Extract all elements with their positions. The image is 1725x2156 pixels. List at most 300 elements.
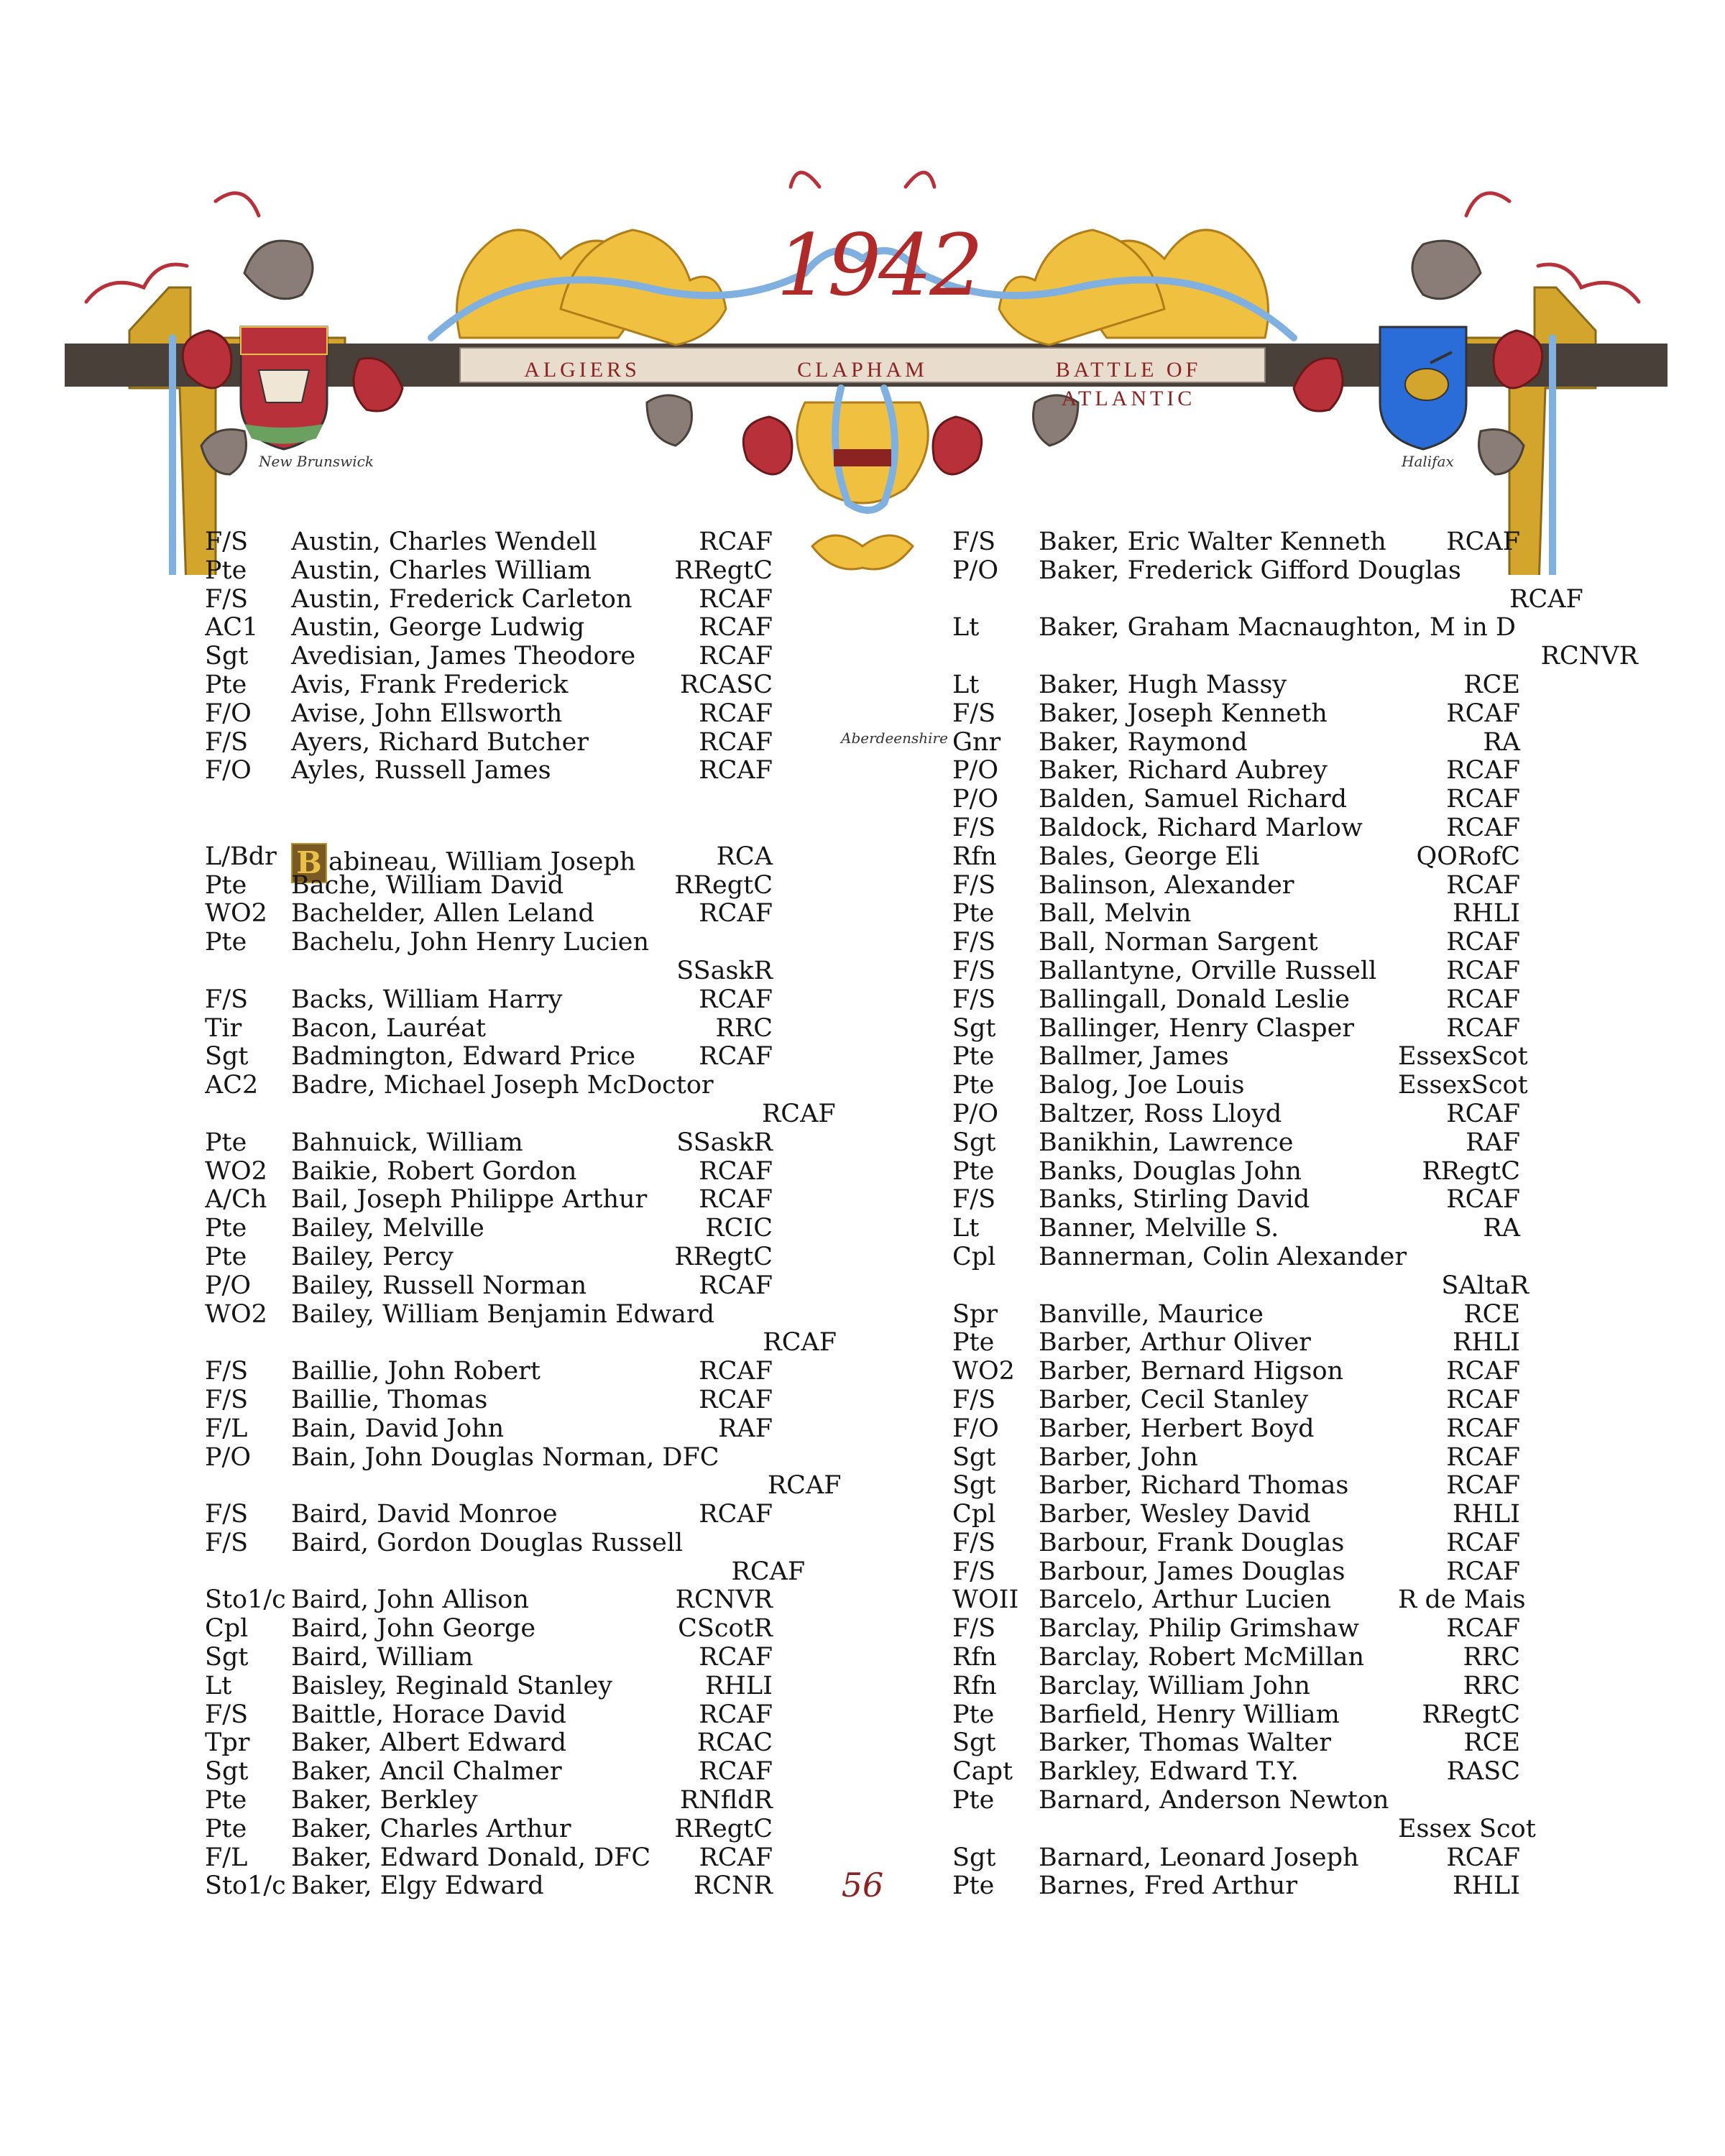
entry-name: Baker, Graham Macnaughton, M in D [1039,613,1516,642]
roll-entry [205,1644,773,1672]
entry-unit: RCAF [699,727,773,757]
roll-entry [952,1558,1520,1587]
entry-name: Barber, Wesley David [1039,1500,1311,1529]
entry-unit: RAF [1466,1128,1520,1157]
roll-entry [205,1215,773,1243]
roll-entry [205,1358,773,1386]
entry-rank: Spr [952,1300,998,1329]
entry-unit: RCAF [761,1099,836,1128]
entry-unit: RCAF [1446,1843,1520,1872]
entry-unit: RCNVR [675,1585,773,1615]
entry-rank: Lt [952,671,980,699]
entry-name: Barclay, Robert McMillan [1039,1643,1365,1672]
roll-entry [205,1672,773,1701]
entry-rank: Pte [952,1329,995,1358]
entry-name: Bain, John Douglas Norman, DFC [291,1442,719,1472]
entry-rank: Pte [952,1787,995,1815]
entry-unit: RCAF [1446,985,1520,1014]
entry-rank: Rfn [952,1644,997,1672]
entry-rank: P/O [952,786,999,814]
entry-rank: Sgt [205,1644,249,1672]
roll-entry [205,1386,773,1415]
entry-rank: F/S [952,1386,996,1414]
entry-unit: RCAF [699,642,773,671]
roll-entry [952,1015,1520,1044]
entry-name: Barnard, Leonard Joseph [1039,1843,1359,1872]
entry-name: Austin, Charles Wendell [291,528,597,556]
roll-entry [205,1243,773,1272]
roll-entry [205,1787,773,1815]
entry-name: Baird, John Allison [291,1585,529,1615]
entry-unit: RRegtC [1422,1156,1520,1186]
entry-rank: P/O [205,1443,252,1472]
entry-unit: RCNR [693,1871,773,1901]
entry-unit: RCAF [731,1557,806,1586]
entry-unit: RCAF [699,1843,773,1872]
entry-unit: RHLI [1453,899,1520,929]
entry-rank: Pte [205,671,247,699]
entry-name: Baker, Frederick Gifford Douglas [1039,556,1461,585]
entry-name: Austin, Charles William [291,556,592,585]
section-gap [205,786,773,843]
entry-name: Badmington, Edward Price [291,1042,636,1072]
entry-rank: Cpl [205,1615,249,1644]
entry-unit: RASC [1446,1757,1520,1787]
entry-rank: Tir [205,1014,242,1043]
entry-name: Ball, Norman Sargent [1039,928,1318,957]
entry-name: Ball, Melvin [1039,899,1192,929]
entry-rank: Pte [205,1815,247,1843]
entry-unit: Essex Scot [1398,1814,1536,1843]
entry-unit: RCAF [699,756,773,786]
roll-entry [952,1386,1520,1415]
roll-entry [952,1186,1520,1215]
entry-unit: RHLI [705,1671,773,1700]
roll-entry [952,1501,1520,1529]
entry-name: Barber, Arthur Oliver [1039,1328,1311,1358]
entry-unit: QORofC [1416,842,1520,871]
entry-rank: F/S [205,1358,249,1386]
entry-unit: RCAF [699,699,773,728]
entry-unit: RCAF [1446,1557,1520,1586]
entry-name: Barber, John [1039,1442,1198,1472]
entry-unit: RCA [716,842,773,871]
entry-name: Avis, Frank Frederick [291,670,569,699]
entry-unit: RCAF [1446,956,1520,985]
entry-rank: Sgt [952,1128,996,1157]
entry-name: Barbour, James Douglas [1039,1557,1346,1586]
entry-name: Barber, Richard Thomas [1039,1471,1349,1501]
entry-name: Baker, Hugh Massy [1039,670,1287,699]
entry-name: Bain, David John [291,1414,505,1443]
roll-entry [205,1586,773,1615]
entry-rank: F/S [205,985,249,1014]
roll-entry [952,1758,1520,1787]
entry-rank: F/S [952,871,996,900]
entry-name: Balog, Joe Louis [1039,1071,1245,1100]
entry-unit: RCNVR [1540,642,1638,671]
roll-entry [952,1071,1528,1100]
entry-rank: Pte [205,871,247,900]
entry-name: Baldock, Richard Marlow [1039,813,1363,842]
roll-entry [952,1444,1520,1473]
entry-name: Ballinger, Henry Clasper [1039,1013,1355,1043]
roll-entry [205,1701,773,1730]
entry-name: Bailey, Percy [291,1242,454,1271]
roll-entry [205,700,773,729]
roll-entry [952,671,1520,700]
entry-rank: Rfn [952,1672,997,1700]
center-shield-caption: Aberdeenshire [841,729,948,747]
roll-entry [952,986,1520,1015]
roll-entry [205,1415,773,1444]
roll-entry [952,1585,1526,1615]
roll-entry [205,1615,773,1644]
entry-rank: Pte [952,900,995,929]
entry-name: Banner, Melville S. [1039,1214,1279,1243]
roll-entry [205,528,773,557]
entry-unit: RCAF [1446,1357,1520,1386]
entry-name: Banville, Maurice [1039,1299,1264,1329]
right-shield-caption: Halifax [1402,453,1454,470]
entry-unit: RCAF [699,584,773,614]
entry-rank: Pte [205,556,247,585]
roll-entry [205,729,773,757]
entry-rank: Pte [205,1215,247,1243]
entry-name: Baikie, Robert Gordon [291,1156,577,1186]
entry-name: Bailey, Melville [291,1214,484,1243]
roll-entry [205,1528,806,1587]
entry-unit: RCAF [1446,1013,1520,1043]
roll-entry [952,1672,1520,1701]
entry-unit: RCAF [1509,584,1583,614]
entry-unit: RCAF [1446,1442,1520,1472]
roll-entry [952,1615,1520,1644]
roll-entry [952,1042,1528,1072]
entry-unit: RCAF [763,1328,837,1358]
entry-name: Bannerman, Colin Alexander [1039,1242,1407,1271]
entry-rank: Pte [205,1128,247,1157]
entry-rank: Pte [205,929,247,957]
entry-name: Baird, John George [291,1614,536,1644]
entry-name: Ayles, Russell James [291,756,551,786]
entry-rank: Pte [952,1157,995,1186]
entry-name: Baker, Berkley [291,1786,478,1815]
entry-unit: RCAF [699,1700,773,1729]
roll-entry [205,1158,773,1187]
entry-rank: F/O [205,699,252,728]
entry-unit: RCAF [699,985,773,1014]
entry-rank: Sto1/c [205,1872,286,1901]
entry-rank: F/S [205,1501,249,1529]
entry-rank: Sto1/c [205,1586,286,1615]
entry-unit: RCAF [699,899,773,929]
roll-entry [952,814,1520,843]
roll-entry [952,1472,1520,1501]
roll-entry [952,1242,1530,1301]
entry-rank: Sgt [205,642,249,671]
battle-label-3: BATTLE OF ATLANTIC [1055,358,1202,410]
roll-entry [952,757,1520,786]
roll-entry [952,1358,1520,1386]
entry-unit: RCAF [767,1471,842,1501]
entry-unit: RCAF [1446,1471,1520,1501]
roll-entry [952,556,1583,614]
entry-unit: RNfldR [679,1786,773,1815]
entry-unit: RCAF [699,1500,773,1529]
entry-rank: Sgt [952,1443,996,1472]
entry-unit: RCASC [679,670,773,699]
left-name-column [205,528,842,1901]
entry-rank: Cpl [952,1501,996,1529]
entry-name: Barclay, William John [1039,1671,1310,1700]
roll-entry [952,700,1520,729]
entry-rank: Lt [205,1672,232,1700]
entry-unit: RHLI [1453,1500,1520,1529]
roll-entry [205,1043,773,1072]
entry-rank: Sgt [952,1014,996,1043]
entry-name: Barber, Cecil Stanley [1039,1385,1309,1414]
roll-entry [205,1872,773,1901]
left-shield-caption: New Brunswick [259,453,374,470]
entry-name: Austin, George Ludwig [291,613,585,642]
entry-unit: RAF [718,1414,773,1443]
entry-unit: SSaskR [676,956,773,985]
entry-rank: P/O [952,1100,999,1128]
roll-entry [205,1758,773,1787]
entry-unit: RCAF [1446,785,1520,814]
roll-entry [205,1815,773,1844]
roll-entry [205,757,773,786]
entry-name: Avise, John Ellsworth [291,699,563,728]
entry-name: Ballantyne, Orville Russell [1039,956,1377,985]
roll-entry [952,1129,1520,1158]
entry-rank: Lt [952,1215,980,1243]
roll-entry [952,729,1520,757]
entry-name: Ballmer, James [1039,1042,1229,1072]
entry-name: Barclay, Philip Grimshaw [1039,1614,1359,1644]
entry-name: Baker, Ancil Chalmer [291,1757,562,1787]
roll-entry [952,843,1520,872]
entry-name: Barnes, Fred Arthur [1039,1871,1297,1901]
entry-name: Austin, Frederick Carleton [291,584,632,614]
roll-entry [205,1844,773,1873]
entry-rank: F/S [952,699,996,728]
entry-rank: Gnr [952,728,1001,757]
entry-rank: F/S [952,1186,996,1215]
roll-entry [205,1442,842,1501]
entry-unit: RCAF [1446,1385,1520,1414]
entry-name: Baittle, Horace David [291,1700,567,1729]
entry-name: Baker, Charles Arthur [291,1814,571,1843]
roll-entry [952,1529,1520,1558]
entry-rank: Pte [205,1243,247,1271]
entry-name: Bahnuick, William [291,1128,523,1157]
entry-unit: CScotR [678,1614,773,1644]
roll-entry [205,1129,773,1158]
entry-rank: F/S [205,1386,249,1414]
entry-unit: RCAF [1446,1185,1520,1215]
entry-name: Barber, Herbert Boyd [1039,1414,1315,1443]
entry-unit: RCAF [699,1185,773,1215]
entry-rank: F/S [952,1615,996,1644]
entry-unit: RCAF [1446,699,1520,728]
entry-unit: RCAF [1446,1099,1520,1128]
entry-rank: Sgt [952,1843,996,1872]
entry-name: Avedisian, James Theodore [291,642,636,671]
roll-entry [205,872,773,900]
entry-rank: WOII [952,1586,1019,1615]
entry-unit: RCAF [1446,870,1520,900]
entry-rank: F/S [952,528,996,556]
halifax-crest-icon [1380,327,1466,449]
entry-name: Banks, Douglas John [1039,1156,1302,1186]
entry-rank: P/O [952,757,999,786]
entry-name: Bail, Joseph Philippe Arthur [291,1185,648,1215]
entry-rank: WO2 [205,1300,267,1329]
entry-unit: RCAF [1446,928,1520,957]
roll-entry [952,1701,1520,1730]
roll-entry [952,1415,1520,1444]
entry-name: Baker, Joseph Kenneth [1039,699,1328,728]
entry-name: Badre, Michael Joseph McDoctor [291,1071,714,1100]
entry-name: Balinson, Alexander [1039,870,1294,900]
entry-rank: F/S [205,1529,249,1557]
entry-name: Balden, Samuel Richard [1039,785,1347,814]
right-name-column [952,528,1638,1901]
entry-unit: RA [1483,1214,1520,1243]
entry-rank: F/O [952,1414,999,1443]
roll-entry [205,614,773,642]
entry-rank: Sgt [205,1043,249,1072]
entry-rank: Pte [952,1872,995,1901]
entry-rank: F/S [205,728,249,757]
roll-entry [952,1301,1520,1330]
roll-entry [952,613,1638,671]
entry-name: Backs, William Harry [291,985,563,1014]
entry-name: Barkley, Edward T.Y. [1039,1757,1299,1787]
roll-entry [205,642,773,671]
entry-unit: R de Mais [1398,1585,1526,1615]
entry-unit: RRegtC [674,1814,773,1843]
entry-unit: RRegtC [1422,1700,1520,1729]
entry-unit: RCAF [1446,1528,1520,1557]
roll-entry [205,1501,773,1529]
entry-rank: A/Ch [205,1186,267,1215]
entry-unit: RCE [1463,1728,1520,1758]
entry-unit: RRegtC [674,1242,773,1271]
roll-entry [205,1299,837,1358]
entry-unit: RCAF [699,1156,773,1186]
roll-entry [952,1215,1520,1243]
entry-unit: RCAF [1446,528,1520,556]
entry-rank: Cpl [952,1243,996,1271]
entry-unit: RRegtC [674,870,773,900]
roll-entry [952,957,1520,986]
entry-rank: Tpr [205,1729,250,1758]
roll-entry [952,1158,1520,1187]
entry-unit: RCAF [1446,1614,1520,1644]
battle-label-1: ALGIERS [524,358,640,382]
entry-unit: RHLI [1453,1871,1520,1901]
roll-entry [952,929,1520,957]
entry-unit: RCAF [1446,1414,1520,1443]
roll-entry [205,842,773,880]
entry-rank: F/L [205,1843,248,1872]
entry-unit: RCAF [1446,756,1520,786]
entry-name: Banikhin, Lawrence [1039,1128,1294,1157]
entry-rank: P/O [952,556,999,585]
roll-entry [205,586,773,614]
entry-rank: Pte [952,1072,995,1100]
entry-name: Barcelo, Arthur Lucien [1039,1585,1331,1615]
entry-rank: Lt [952,614,980,642]
roll-entry [205,1729,773,1758]
roll-entry [205,1272,773,1301]
entry-unit: RCE [1463,1299,1520,1329]
entry-unit: SAltaR [1441,1271,1530,1300]
entry-rank: AC2 [205,1072,259,1100]
entry-unit: RCAF [699,1643,773,1672]
entry-unit: RCAF [699,1357,773,1386]
roll-entry [205,671,773,700]
entry-name: Ayers, Richard Butcher [291,727,589,757]
entry-name: Baltzer, Ross Lloyd [1039,1099,1282,1128]
roll-entry [952,1844,1520,1873]
entry-rank: F/O [205,757,252,786]
roll-entry [952,900,1520,929]
entry-name: Bachelu, John Henry Lucien [291,928,649,957]
entry-name: Baker, Edward Donald, DFC [291,1843,651,1872]
entry-rank: Pte [952,1043,995,1072]
entry-name: Bailey, William Benjamin Edward [291,1299,715,1329]
entry-unit: RCAF [1446,813,1520,842]
entry-rank: F/S [205,1700,249,1729]
entry-name: Bales, George Eli [1039,842,1260,871]
entry-unit: RCE [1463,670,1520,699]
entry-unit: RHLI [1453,1328,1520,1358]
illuminated-initial: B [291,843,327,883]
entry-rank: F/S [952,814,996,842]
entry-name: Barnard, Anderson Newton [1039,1786,1389,1815]
entry-rank: WO2 [205,1157,267,1186]
roll-entry [205,986,773,1015]
entry-rank: F/S [205,585,249,614]
entry-rank: F/S [952,985,996,1014]
entry-unit: RRegtC [674,556,773,585]
entry-unit: EssexScot [1398,1071,1528,1100]
entry-rank: F/S [952,1557,996,1586]
entry-rank: Capt [952,1758,1013,1787]
page-number: 56 [841,1866,884,1904]
entry-unit: SSaskR [676,1128,773,1157]
entry-rank: F/S [952,1529,996,1557]
entry-unit: RA [1483,727,1520,757]
entry-rank: P/O [205,1271,252,1300]
entry-name: Barbour, Frank Douglas [1039,1528,1345,1557]
roll-entry [952,1100,1520,1129]
entry-name: Bache, William David [291,870,564,900]
entry-name: Baillie, John Robert [291,1357,540,1386]
entry-name: Baker, Richard Aubrey [1039,756,1328,786]
entry-unit: RCAF [699,528,773,556]
entry-rank: F/S [205,528,249,556]
battle-label-2: CLAPHAM [797,358,928,382]
roll-entry [952,1872,1520,1901]
new-brunswick-crest-icon [241,327,327,449]
entry-name: Baillie, Thomas [291,1385,488,1414]
year-heading: 1942 [776,216,981,315]
